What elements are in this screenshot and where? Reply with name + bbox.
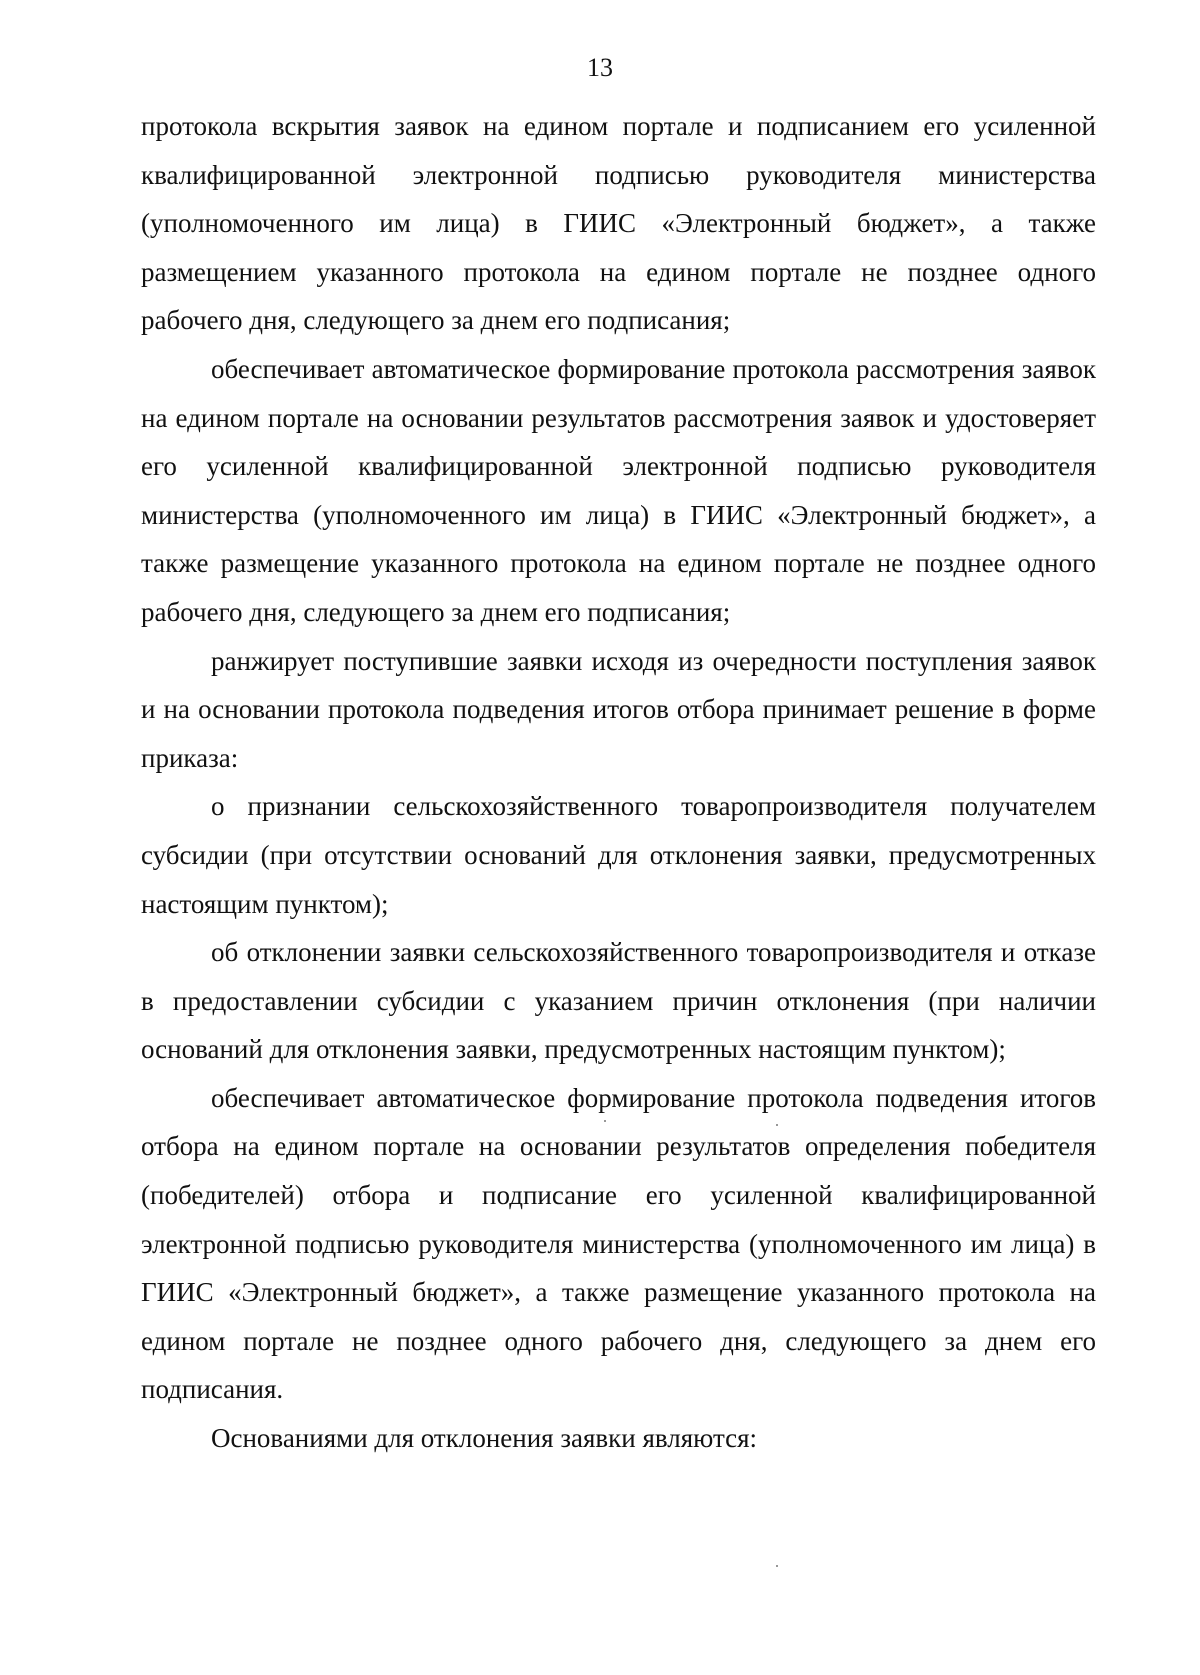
scan-speck — [776, 1565, 778, 1567]
paragraph-recognition: о признании сельскохозяйственного товаропроизводителя получателем субсидии (при отсутствии оснований для отклонения заявки, предусмотренных настоящим пунктом); — [141, 791, 1096, 919]
paragraph-ranking: ранжирует поступившие заявки исходя из очередности поступления заявок и на основании протокола подведения итогов отбора принимает решение в форме приказа: — [141, 645, 1096, 773]
paragraph-results-protocol: обеспечивает автоматическое формирование протокола подведения итогов отбора на едином портале на основании результатов определения победителя (победителей) отбора и подписание его усиленной квалифицированной электронной подписью руководителя министерства (уполномоченного им лица) в ГИИС «Электронный бюджет», а также размещение указанного протокола на едином портале не позднее одного рабочего дня, следующего за днем его подписания. — [141, 1082, 1096, 1405]
paragraph-grounds-heading: Основаниями для отклонения заявки являются: — [211, 1423, 758, 1454]
scan-speck — [776, 1124, 778, 1126]
document-body — [141, 102, 1096, 1463]
paragraph-continuation: протокола вскрытия заявок на едином портале и подписанием его усиленной квалифицированной электронной подписью руководителя министерства (уполномоченного им лица) в ГИИС «Электронный бюджет», а также размещением указанного протокола на едином портале не позднее одного рабочего дня, следующего за днем его подписания; — [141, 111, 1096, 336]
scan-speck — [604, 1120, 606, 1122]
paragraph-rejection: об отклонении заявки сельскохозяйственного товаропроизводителя и отказе в предоставлении субсидии с указанием причин отклонения (при наличии оснований для отклонения заявки, предусмотренных настоящим пунктом); — [141, 937, 1096, 1065]
page-number: 13 — [587, 53, 613, 82]
paragraph-review-protocol: обеспечивает автоматическое формирование протокола рассмотрения заявок на едином портале на основании результатов рассмотрения заявок и удостоверяет его усиленной квалифицированной электронной подписью руководителя министерства (уполномоченного им лица) в ГИИС «Электронный бюджет», а также размещение указанного протокола на едином портале не позднее одного рабочего дня, следующего за днем его подписания; — [141, 353, 1096, 627]
